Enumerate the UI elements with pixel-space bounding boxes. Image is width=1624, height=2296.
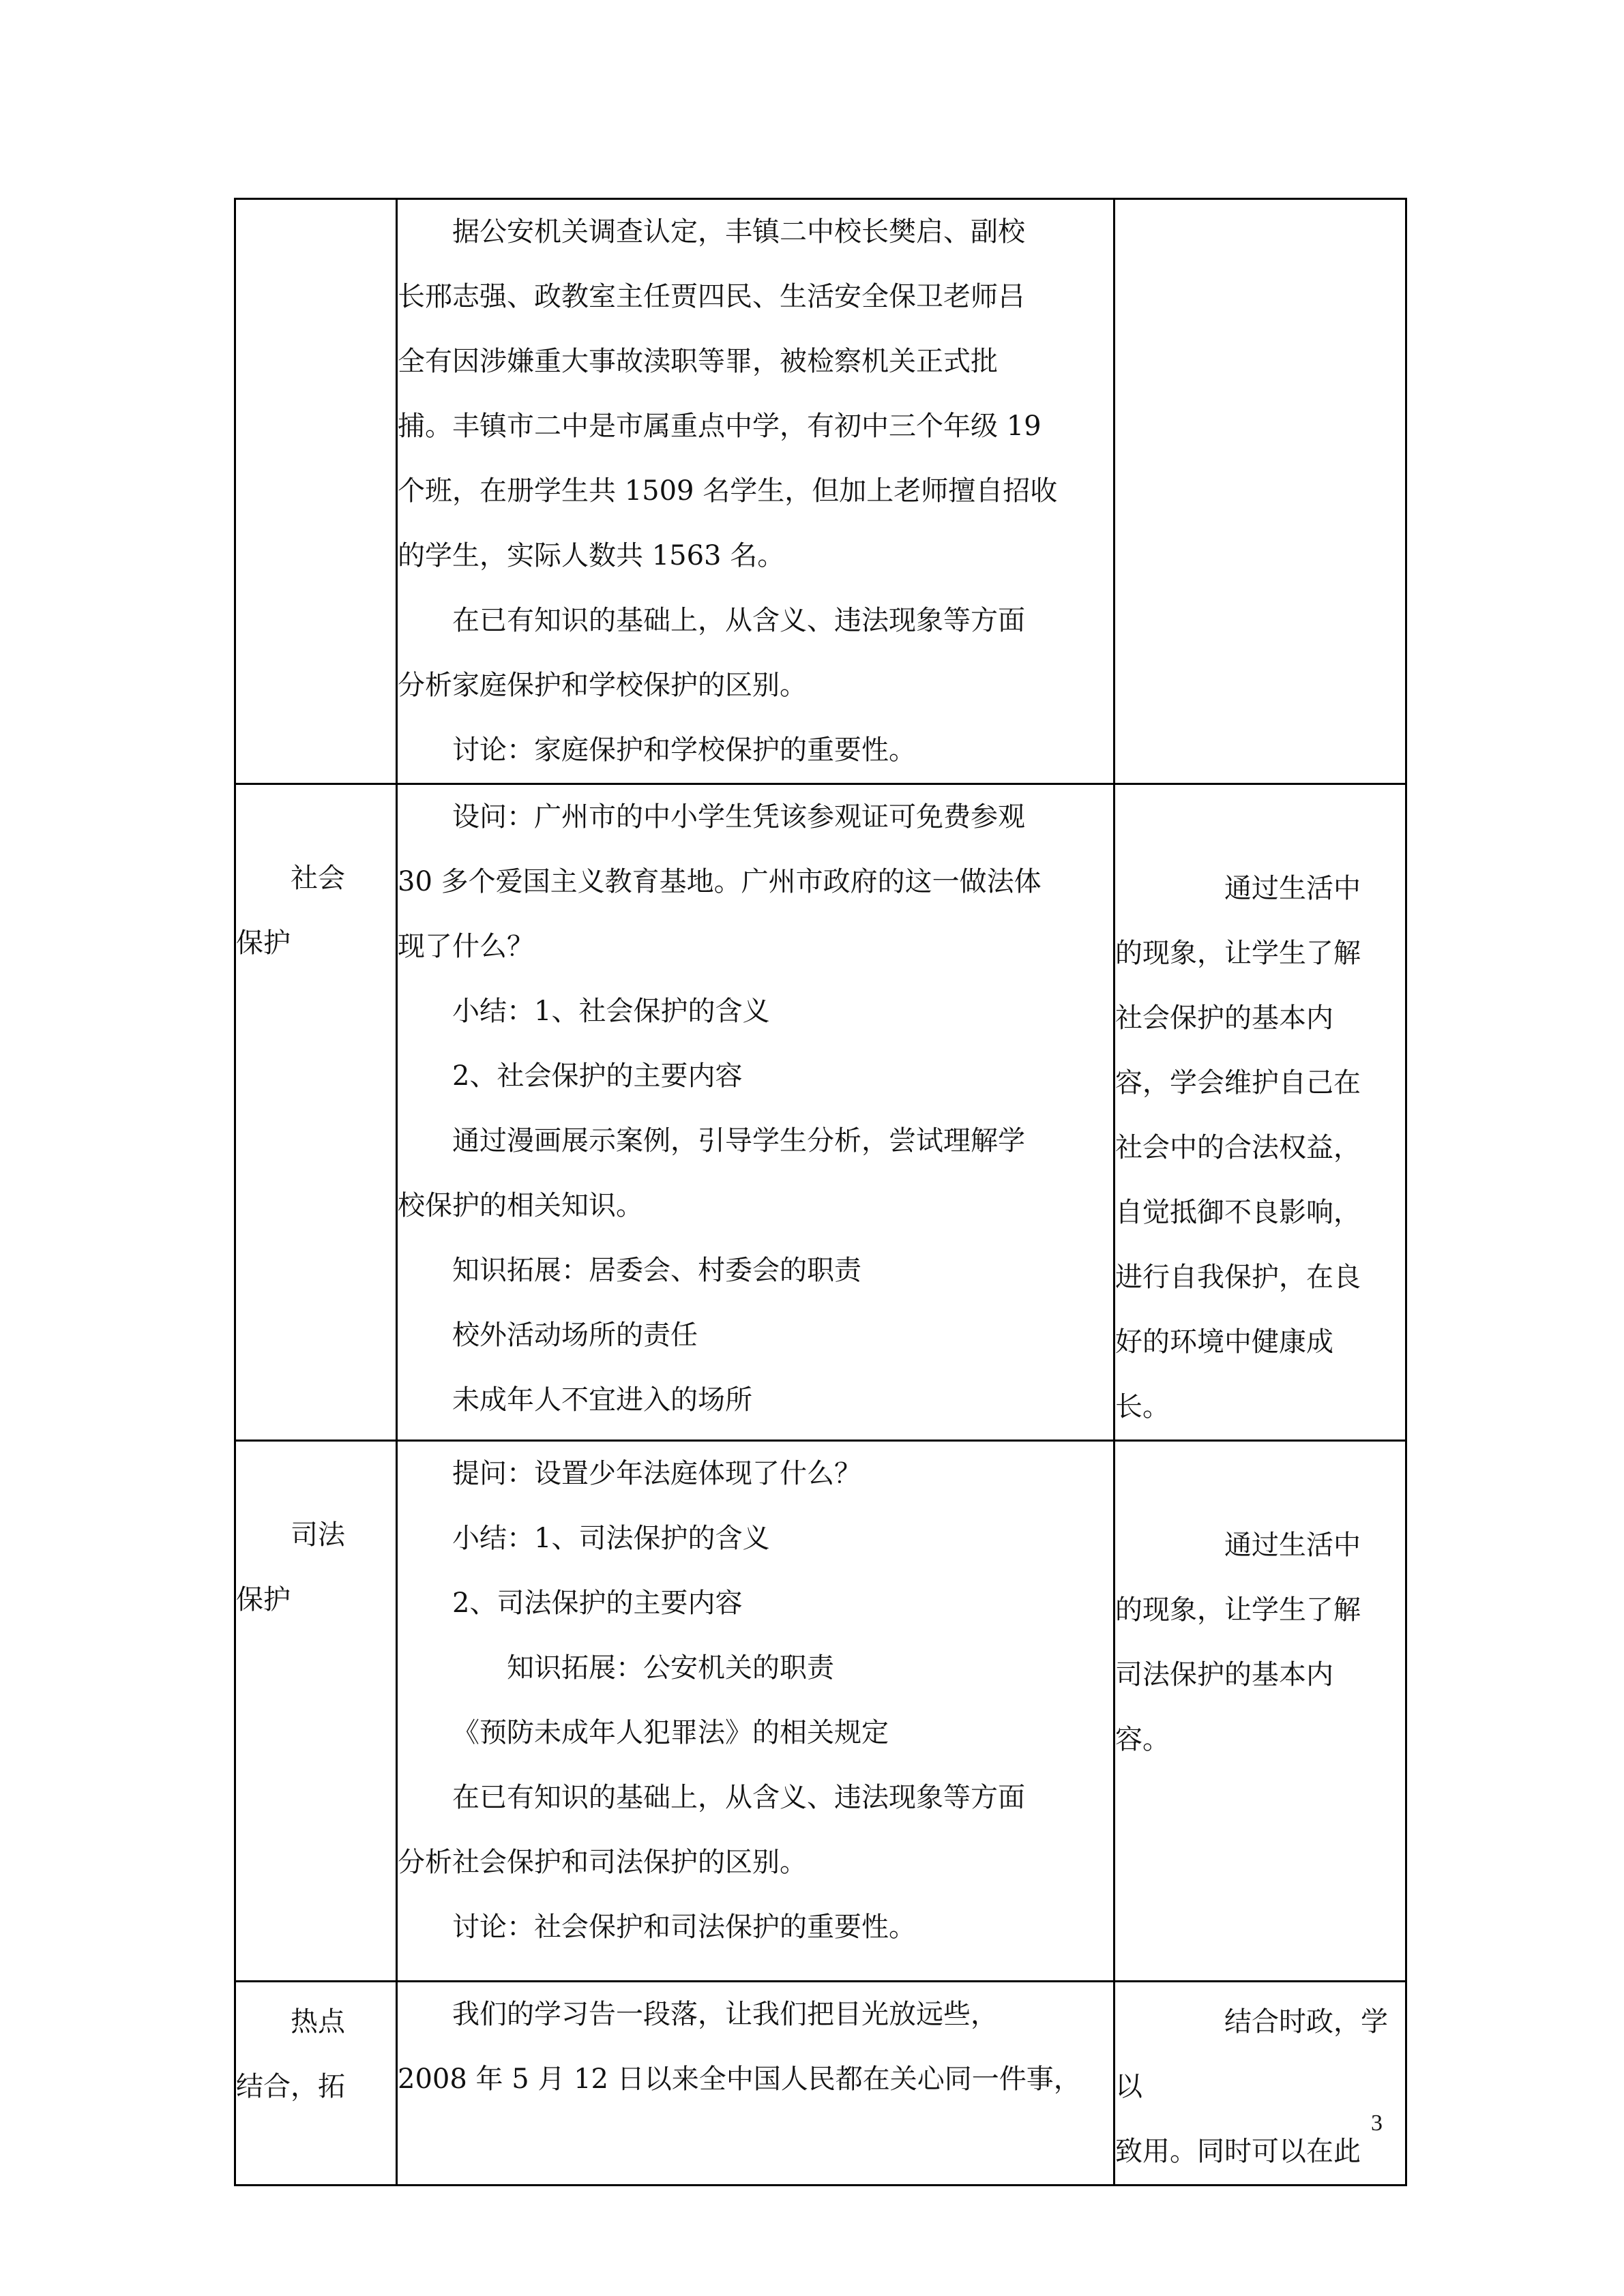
section-label-line: 结合，拓 — [236, 2071, 345, 2102]
content-line: 在已有知识的基础上，从含义、违法现象等方面 — [452, 1782, 1025, 1813]
design-intent-line: 社会保护的基本内 — [1115, 1002, 1333, 1034]
content-line: 全有因涉嫌重大事故渎职等罪，被检察机关正式批 — [398, 346, 998, 377]
design-intent-line: 司法保护的基本内 — [1115, 1659, 1333, 1690]
page-number: 3 — [1371, 2111, 1383, 2136]
section-label-cell — [235, 1982, 397, 2186]
content-line: 据公安机关调查认定，丰镇二中校长樊启、副校 — [452, 216, 1025, 248]
content-line: 知识拓展：公安机关的职责 — [507, 1652, 834, 1684]
lesson-content-cell — [397, 1982, 1114, 2186]
lesson-content-cell — [397, 784, 1114, 1441]
content-line: 小结：1、司法保护的含义 — [452, 1523, 770, 1554]
design-intent-line: 结合时政，学以 — [1115, 2006, 1388, 2102]
design-intent-line: 的现象，让学生了解 — [1115, 938, 1361, 969]
section-label-cell — [235, 1441, 397, 1982]
section-label-line: 热点 — [291, 2006, 345, 2038]
content-line: 30 多个爱国主义教育基地。广州市政府的这一做法体 — [398, 866, 1042, 897]
design-intent-cell — [1114, 1441, 1406, 1982]
content-line: 长邢志强、政教室主任贾四民、生活安全保卫老师吕 — [398, 281, 1025, 312]
design-intent-line: 社会中的合法权益， — [1115, 1132, 1361, 1163]
row-school-case — [235, 199, 1406, 784]
content-line: 知识拓展：居委会、村委会的职责 — [452, 1255, 861, 1286]
content-line: 的学生，实际人数共 1563 名。 — [398, 540, 785, 571]
content-line: 校保护的相关知识。 — [398, 1190, 643, 1221]
design-intent-line: 的现象，让学生了解 — [1115, 1594, 1361, 1626]
lesson-content-cell — [397, 1441, 1114, 1982]
design-intent-cell — [1114, 784, 1406, 1441]
design-intent-line: 容，学会维护自己在 — [1115, 1067, 1361, 1099]
design-intent-line: 致用。同时可以在此 — [1115, 2136, 1361, 2167]
design-intent-cell — [1114, 199, 1406, 784]
section-label-line: 保护 — [236, 1584, 291, 1615]
content-line: 现了什么？ — [398, 931, 534, 962]
row-social-protection — [235, 784, 1406, 1441]
content-line: 2、社会保护的主要内容 — [452, 1060, 743, 1092]
content-line: 我们的学习告一段落，让我们把目光放远些， — [452, 1999, 998, 2030]
design-intent-line: 进行自我保护，在良 — [1115, 1262, 1361, 1293]
content-line: 提问：设置少年法庭体现了什么？ — [452, 1458, 861, 1489]
design-intent-line: 好的环境中健康成 — [1115, 1326, 1333, 1358]
row-hot-topic — [235, 1982, 1406, 2186]
content-line: 分析家庭保护和学校保护的区别。 — [398, 670, 807, 701]
lesson-table — [234, 198, 1407, 2186]
design-intent-line: 通过生活中 — [1224, 873, 1361, 904]
row-judicial-protection — [235, 1441, 1406, 1982]
content-line: 2008 年 5 月 12 日以来全中国人民都在关心同一件事， — [398, 2063, 1081, 2095]
design-intent-line: 长。 — [1115, 1391, 1170, 1422]
content-line: 设问：广州市的中小学生凭该参观证可免费参观 — [452, 801, 1025, 833]
content-line: 分析社会保护和司法保护的区别。 — [398, 1847, 807, 1878]
design-intent-line: 容。 — [1115, 1724, 1170, 1755]
content-line: 讨论：社会保护和司法保护的重要性。 — [452, 1911, 916, 1943]
content-line: 《预防未成年人犯罪法》的相关规定 — [452, 1717, 889, 1748]
lesson-content-cell — [397, 199, 1114, 784]
content-line: 校外活动场所的责任 — [452, 1320, 698, 1351]
content-line: 2、司法保护的主要内容 — [452, 1587, 743, 1619]
content-line: 讨论：家庭保护和学校保护的重要性。 — [452, 734, 916, 766]
section-label-cell — [235, 199, 397, 784]
section-label-line: 保护 — [236, 927, 291, 959]
design-intent-cell — [1114, 1982, 1406, 2186]
section-label-line: 司法 — [291, 1519, 345, 1551]
design-intent-line: 通过生活中 — [1224, 1530, 1361, 1561]
content-line: 通过漫画展示案例，引导学生分析，尝试理解学 — [452, 1125, 1025, 1157]
content-line: 个班，在册学生共 1509 名学生，但加上老师擅自招收 — [398, 475, 1058, 507]
content-line: 捕。丰镇市二中是市属重点中学，有初中三个年级 19 — [398, 411, 1042, 442]
content-line: 小结：1、社会保护的含义 — [452, 996, 770, 1027]
content-line: 未成年人不宜进入的场所 — [452, 1384, 752, 1416]
design-intent-line: 自觉抵御不良影响， — [1115, 1197, 1361, 1228]
content-line: 在已有知识的基础上，从含义、违法现象等方面 — [452, 605, 1025, 636]
section-label-line: 社会 — [291, 863, 345, 894]
section-label-cell — [235, 784, 397, 1441]
